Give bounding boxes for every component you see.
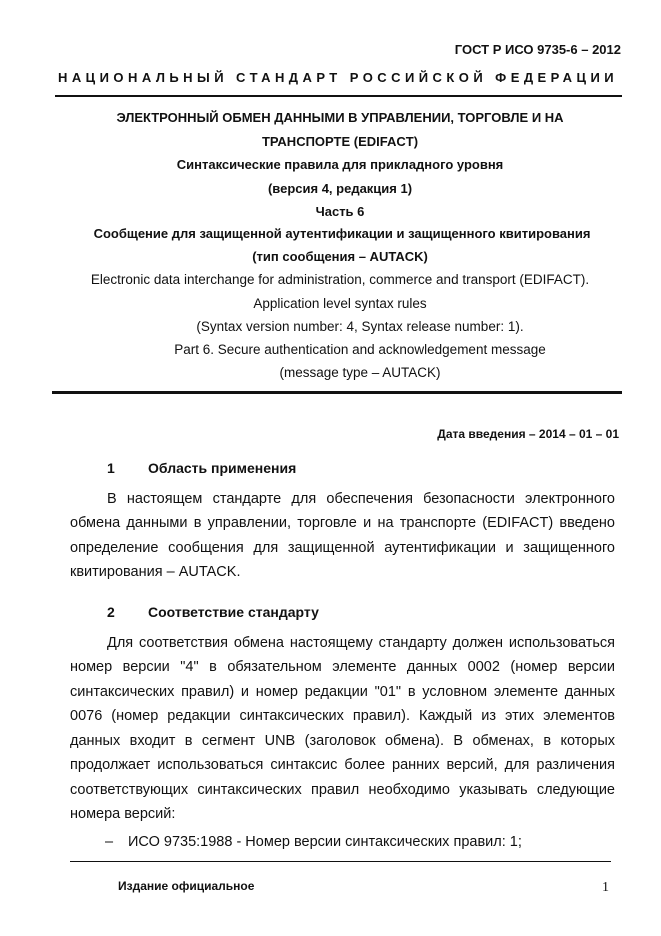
national-standard-banner: НАЦИОНАЛЬНЫЙ СТАНДАРТ РОССИЙСКОЙ ФЕДЕРАЦИИ — [58, 70, 619, 85]
section-1-number: 1 — [107, 460, 115, 476]
section-1-line: В настоящем стандарте для обеспечения безопасности электронного — [107, 491, 615, 507]
list-bullet: – — [105, 834, 114, 850]
title-ru-line-3: Синтаксические правила для прикладного уровня — [176, 157, 504, 172]
edition-label: Издание официальное — [118, 879, 255, 893]
section-2-line: номера версий: — [70, 806, 176, 822]
title-en-line-1: Electronic data interchange for administration, commerce and transport (EDIFACT). — [90, 272, 590, 287]
section-2-line: соответствующих синтаксических правил необходимо указывать следующие — [70, 782, 615, 798]
section-1-line: обмена данными в управлении, торговле и на транспорте (EDIFACT) введено — [70, 515, 615, 531]
list-item: ИСО 9735:1988 - Номер версии синтаксических правил: 1; — [128, 834, 522, 850]
standard-number: ГОСТ Р ИСО 9735-6 – 2012 — [454, 42, 621, 57]
header-divider — [55, 95, 622, 97]
footer-divider — [70, 861, 611, 862]
section-2-number: 2 — [107, 604, 115, 620]
effective-date: Дата введения – 2014 – 01 – 01 — [437, 427, 619, 441]
section-1-line: квитирования – AUTACK. — [70, 564, 241, 580]
page-number: 1 — [602, 880, 609, 895]
title-en-line-4: Part 6. Secure authentication and acknowledgement message — [174, 342, 546, 357]
section-1-title: Область применения — [148, 460, 297, 476]
title-ru-line-1: ЭЛЕКТРОННЫЙ ОБМЕН ДАННЫМИ В УПРАВЛЕНИИ, ТОРГОВЛЕ И НА — [116, 110, 564, 125]
title-divider — [52, 391, 622, 394]
title-ru-line-6: Сообщение для защищенной аутентификации и защищенного квитирования — [93, 226, 591, 241]
section-2-line: данных входит в сегмент UNB (заголовок обмена). В обменах, в которых — [70, 733, 615, 749]
section-2-line: продолжает использоваться синтаксис более ранних версий, для различения — [70, 757, 615, 773]
section-1-line: определение сообщения для защищенной аутентификации и защищенного — [70, 540, 615, 556]
title-ru-line-5: Часть 6 — [315, 204, 365, 219]
section-2-line: синтаксических правил) и номер редакции "01" в условном элементе данных — [70, 684, 615, 700]
section-2-line: номер версии "4" в обязательном элементе данных 0002 (номер версии — [70, 659, 615, 675]
title-ru-line-4: (версия 4, редакция 1) — [267, 181, 413, 196]
title-en-line-3: (Syntax version number: 4, Syntax release number: 1). — [196, 319, 524, 334]
title-en-line-2: Application level syntax rules — [253, 296, 427, 311]
section-2-line: 0076 (номер редакции синтаксических правил). Каждый из этих элементов — [70, 708, 615, 724]
section-2-title: Соответствие стандарту — [148, 604, 319, 620]
title-ru-line-2: ТРАНСПОРТЕ (EDIFACT) — [261, 134, 419, 149]
section-2-line: Для соответствия обмена настоящему стандарту должен использоваться — [107, 635, 615, 651]
title-ru-line-7: (тип сообщения – AUTACK) — [252, 249, 428, 264]
title-en-line-5: (message type – AUTACK) — [279, 365, 441, 380]
